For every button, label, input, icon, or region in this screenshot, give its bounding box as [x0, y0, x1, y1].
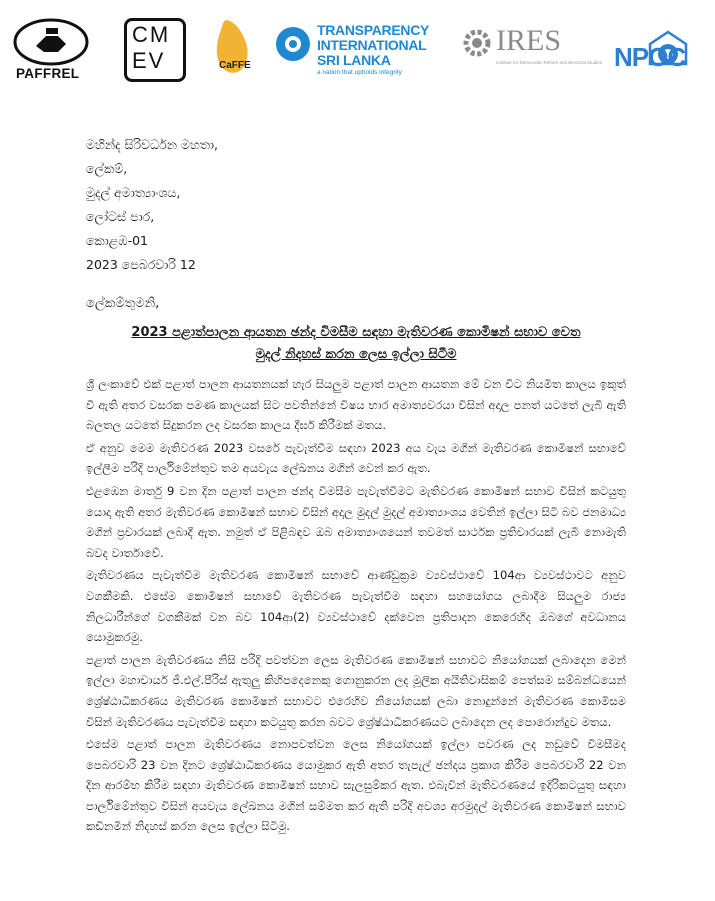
ires-label: IRES	[496, 24, 562, 57]
ti-line3: SRI LANKA	[317, 52, 391, 68]
letter-date: 2023 පෙබරවාරි 12	[86, 257, 196, 272]
paffrel-emblem-icon	[10, 16, 92, 68]
ires-logo	[462, 24, 603, 74]
letter-subject	[86, 322, 626, 366]
paffrel-logo	[10, 16, 92, 86]
subject-line-2: මුදල් නිදහස් කරන ලෙස ඉල්ලා සිටීම	[255, 347, 457, 362]
body-paragraph: එසේම පළාත් පාලන මැතිවරණය නොපවත්වන ලෙස නියෝගයක් ඉල්ලා පවරණ ලද නඩුවේ විමසීමද පෙබරවාරි 23 වන දිනට ශ්‍රේෂ්ඨාධිකරණය යොමුකර ඇති අතර තැපැල් ඡන්දය ප්‍රකාශ කිරීම පෙබරවාරි 22 වන දින ආරම්භ කිරීම සඳහා මැතිවරණ කොමිෂන් සභාව සැලසුම්කර ඇත. එබැවින් මැතිවරණයේ ඉදිරිකටයුතු සඳහා පාර්ලිමේන්තුව විසින් අයවැය ලේඛනය මගින් සම්මත කර ඇති පරිදි අවශ්‍ය අරමුදල් මැතිවරණ කොමිෂන් සභාව කඩිනමින් නිදහස් කරන ලෙස ඉල්ලා සිටිමු.	[86, 737, 626, 834]
ti-circle-icon	[275, 26, 311, 62]
address-line: කොළඹ-01	[86, 233, 148, 248]
body-paragraph: එළඹෙන මාර්තු 9 වන දින පළාත් පාලන ඡන්ද විමසීම පැවැත්වීමට මැතිවරණ කොමිෂන් සභාව විසින් කටයුතු යොදා ඇති අතර මැතිවරණ කොමිෂන් සභාව විසින් අදාල මුදල් මුදල් අමාත්‍යාංශය වෙතින් ඉල්ලා සිටි බව ජනමාධ්‍ය මගින් ප්‍රචාරයක් ලබාදී ඇත. නමුත් ඒ පිළිබඳව ඔබ අමාත්‍යාංශයෙන් තවමත් සාර්ථක ප්‍රතිචාරයක් ලැබී නොමැති බවද වාර්තාවේ.	[86, 483, 626, 560]
ti-tagline: a nation that upholds integrity	[317, 69, 402, 76]
npoc-logo	[612, 28, 706, 78]
caffe-label: CaFFE	[219, 60, 251, 71]
letter-body	[86, 374, 626, 839]
salutation: ලේකම්තුමනි,	[86, 296, 160, 311]
body-paragraph: මැතිවරණය පැවැත්වීම මැතිවරණ කොමිෂන් සභාවේ ආණ්ඩුක්‍රම ව්‍යවස්ථාවේ 104ආ ව්‍යවස්ථාවට අනුව වගකීමකි. එසේම කොමිෂන් සභාවේ මැතිවරණ පැවැත්වීම සඳහා සහයෝගය ලබාදීම සියලුම රාජ්‍ය නිලධාරීන්ගේ වගකීමක් වන බව 104ආ(2) ව්‍යවස්ථාවේ දක්වෙන ප්‍රතිපාදන කෙරෙහිද ඔබගේ අවධානය යොමුකරමු.	[86, 568, 626, 645]
body-paragraph: ඒ අනුව මෙම මැතිවරණ 2023 වසරේ පැවැත්වීම සඳහා 2023 අය වැය මගින් මැතිවරණ කොමිෂන් සභාවේ ඉල්ලීම පරිදි පාර්ලිමේන්තුව තම අයවැය ලේඛනය මගින් වෙන් කර ඇත.	[86, 440, 626, 476]
subject-line-1: 2023 පළාත්පාලන ආයතන ඡන්ද විමසීම සඳහා මැතිවරණ කොමිෂන් සභාව වෙත	[131, 325, 581, 340]
ires-gear-icon	[462, 28, 492, 58]
npoc-label: NPOC	[614, 42, 686, 72]
ti-line1: TRANSPARENCY	[317, 22, 430, 38]
ti-logo	[275, 20, 445, 80]
body-paragraph: පළාත් පාලන මැතිවරණය නිසි පරිදි පවත්වන ලෙස මැතිවරණ කොමිෂන් සභාවට නියෝගයක් ලබාදෙන මෙන් ඉල්ලා මහාචාර්ය ජී.එල්.පීරිස් ඇතුලු කිහිපදෙනෙකු ගොනුකරන ලද මූලික අයිතිවාසිකම් පෙත්සම සම්බන්ධයෙන් ශ්‍රේෂ්ඨාධිකරණය මැතිවරණ කොමිෂන් සභාවට එරෙහිව නියෝගයක් ලබා නොදුන්නේ මැතිවරණ කොමිසම විසින් මැතිවරණය පැවැත්වීම සඳහා කටයුතු කරන බවට ශ්‍රේෂ්ඨාධිකරණයට ලබාදෙන ලද පොරොන්දුව මතය.	[86, 652, 626, 729]
caffe-logo	[205, 16, 267, 82]
cmev-label-top: CM	[132, 22, 171, 47]
address-line: මුදල් අමාත්‍යාංශය,	[86, 185, 181, 200]
logo-strip	[0, 14, 715, 84]
address-line: ලේකම්,	[86, 161, 128, 176]
cmev-logo	[124, 18, 184, 80]
ires-tagline: Institute for Democratic Reform and Electoral Studies	[496, 60, 603, 65]
ti-line2: INTERNATIONAL	[317, 37, 427, 53]
address-line: මහින්ද සිරිවර්ධන මහතා,	[86, 137, 219, 152]
paffrel-label: PAFFREL	[16, 66, 80, 81]
address-line: ලෝටස් පාර,	[86, 209, 155, 224]
recipient-address	[86, 133, 218, 277]
cmev-label-bottom: EV	[132, 48, 166, 73]
body-paragraph: ශ්‍රී ලංකාවේ එක් පළාත් පාලන ආයතනයක් හැර සියලුම පළාත් පාලන ආයතන මේ වන විට නියමිත කාලය ඉකුත් වී ඇති අතර වසරක පමණ කාලයක් සිට පවතින්නේ විෂය භාර අමාත්‍යවරයා විසින් අදාල පනත් යටතේ ලැබී ඇති බලතල යටතේ සිදුකරන ලද වසරක කාලය දීර්ඝ කිරීමක් මතය.	[86, 377, 626, 433]
